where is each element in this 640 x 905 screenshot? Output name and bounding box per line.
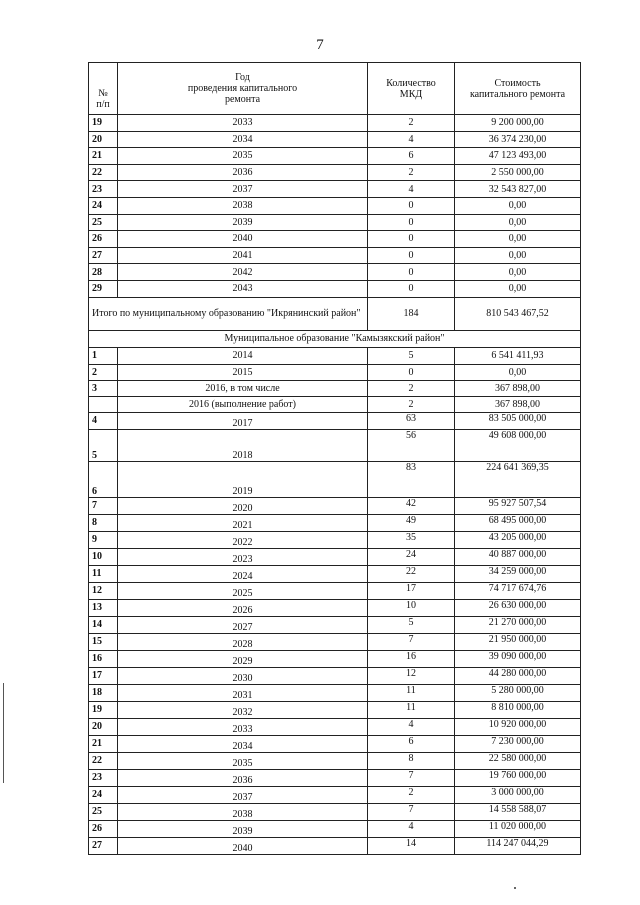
row-number: 19 [89,701,118,718]
table-row [89,396,581,412]
row-count: 63 [368,412,455,429]
table-row [89,181,581,198]
table-row [89,650,581,667]
row-year: 2031 [118,684,368,701]
header-count-text: Количество МКД [386,77,436,100]
row-year: 2016, в том числе [118,380,368,396]
table-row [89,684,581,701]
row-count: 0 [368,264,455,281]
row-year: 2029 [118,650,368,667]
table-row [89,837,581,854]
table-row [89,429,581,461]
table-row [89,599,581,616]
row-number: 24 [89,786,118,803]
row-count: 17 [368,582,455,599]
row-cost: 74 717 674,76 [455,582,581,599]
header-cost-text: Стоимость капитального ремонта [469,77,566,100]
row-year: 2040 [118,837,368,854]
table-row [89,347,581,364]
row-cost: 3 000 000,00 [455,786,581,803]
row-count: 11 [368,701,455,718]
header-year [118,63,368,115]
table-row [89,247,581,264]
row-year: 2036 [118,164,368,181]
row-number: 11 [89,565,118,582]
row-count: 2 [368,380,455,396]
header-cost [455,63,581,115]
table-row [89,531,581,548]
row-cost: 44 280 000,00 [455,667,581,684]
row-cost: 0,00 [455,231,581,248]
row-cost: 224 641 369,35 [455,461,581,497]
row-year: 2035 [118,752,368,769]
row-cost: 0,00 [455,280,581,297]
row-year: 2014 [118,347,368,364]
row-year: 2035 [118,148,368,165]
table-row [89,820,581,837]
row-number: 23 [89,181,118,198]
row-count: 0 [368,364,455,380]
row-cost: 68 495 000,00 [455,514,581,531]
row-count: 4 [368,131,455,148]
row-count: 11 [368,684,455,701]
row-count: 4 [368,181,455,198]
row-number: 25 [89,803,118,820]
row-year: 2036 [118,769,368,786]
row-cost: 10 920 000,00 [455,718,581,735]
row-count: 5 [368,347,455,364]
row-cost: 0,00 [455,214,581,231]
row-cost: 83 505 000,00 [455,412,581,429]
table-row [89,197,581,214]
header-num [89,63,118,115]
row-year: 2039 [118,820,368,837]
table-row [89,364,581,380]
row-cost: 39 090 000,00 [455,650,581,667]
row-count: 2 [368,115,455,132]
table-row [89,616,581,633]
row-year: 2033 [118,115,368,132]
row-number: 20 [89,131,118,148]
row-count: 0 [368,231,455,248]
row-number: 6 [89,461,118,497]
row-count: 8 [368,752,455,769]
table-row [89,131,581,148]
table-row [89,115,581,132]
row-count: 12 [368,667,455,684]
row-year: 2028 [118,633,368,650]
row-count: 4 [368,820,455,837]
row-number: 5 [89,429,118,461]
row-number: 9 [89,531,118,548]
row-number: 29 [89,280,118,297]
row-cost: 0,00 [455,197,581,214]
section-title: Муниципальное образование "Камызякский район" [89,330,581,347]
table-body [89,63,581,855]
row-count: 16 [368,650,455,667]
row-year: 2040 [118,231,368,248]
row-number: 2 [89,364,118,380]
row-year: 2033 [118,718,368,735]
header-year-text: Год проведения капитального ремонта [187,72,298,105]
row-cost: 0,00 [455,247,581,264]
row-number: 21 [89,148,118,165]
table-row [89,280,581,297]
table-row [89,231,581,248]
row-count: 14 [368,837,455,854]
row-year: 2038 [118,197,368,214]
row-cost: 40 887 000,00 [455,548,581,565]
table-row [89,752,581,769]
row-count: 0 [368,214,455,231]
table-row [89,582,581,599]
row-year: 2032 [118,701,368,718]
page-number: 7 [316,37,324,53]
header-count [368,63,455,115]
row-number: 28 [89,264,118,281]
row-cost: 21 270 000,00 [455,616,581,633]
row-number: 27 [89,247,118,264]
row-cost: 5 280 000,00 [455,684,581,701]
row-year: 2021 [118,514,368,531]
row-number: 26 [89,820,118,837]
row-cost: 49 608 000,00 [455,429,581,461]
row-number: 17 [89,667,118,684]
row-count: 7 [368,633,455,650]
row-year: 2018 [118,429,368,461]
row-number: 3 [89,380,118,396]
table-row [89,701,581,718]
row-cost: 95 927 507,54 [455,497,581,514]
row-cost: 19 760 000,00 [455,769,581,786]
row-cost: 21 950 000,00 [455,633,581,650]
table-row [89,803,581,820]
row-number: 20 [89,718,118,735]
row-cost: 114 247 044,29 [455,837,581,854]
row-cost: 9 200 000,00 [455,115,581,132]
row-year: 2041 [118,247,368,264]
row-count: 2 [368,786,455,803]
row-count: 4 [368,718,455,735]
row-year: 2038 [118,803,368,820]
table-row [89,148,581,165]
row-count: 7 [368,769,455,786]
row-year: 2037 [118,786,368,803]
table-row [89,735,581,752]
row-year: 2034 [118,735,368,752]
row-number: 4 [89,412,118,429]
row-cost: 7 230 000,00 [455,735,581,752]
row-number: 1 [89,347,118,364]
table-row [89,412,581,429]
table-row [89,633,581,650]
row-count: 56 [368,429,455,461]
table-row [89,214,581,231]
table-row [89,264,581,281]
row-year: 2025 [118,582,368,599]
table-row [89,548,581,565]
table-row [89,380,581,396]
row-count: 83 [368,461,455,497]
row-count: 22 [368,565,455,582]
row-year: 2017 [118,412,368,429]
row-number: 19 [89,115,118,132]
row-year: 2020 [118,497,368,514]
row-number: 14 [89,616,118,633]
table-row [89,769,581,786]
row-number: 22 [89,752,118,769]
table-row [89,786,581,803]
header-row [89,63,581,115]
row-number: 23 [89,769,118,786]
row-cost: 32 543 827,00 [455,181,581,198]
row-cost: 2 550 000,00 [455,164,581,181]
row-count: 49 [368,514,455,531]
row-year: 2016 (выполнение работ) [118,396,368,412]
table-row [89,565,581,582]
row-cost: 6 541 411,93 [455,347,581,364]
row-year: 2019 [118,461,368,497]
row-count: 35 [368,531,455,548]
row-count: 0 [368,247,455,264]
row-count: 0 [368,280,455,297]
row-year: 2043 [118,280,368,297]
row-number: 27 [89,837,118,854]
row-cost: 367 898,00 [455,396,581,412]
row-cost: 36 374 230,00 [455,131,581,148]
row-count: 10 [368,599,455,616]
table-row [89,718,581,735]
repair-schedule-table [88,62,581,855]
row-count: 7 [368,803,455,820]
row-count: 6 [368,148,455,165]
row-year: 2027 [118,616,368,633]
row-count: 5 [368,616,455,633]
row-cost: 34 259 000,00 [455,565,581,582]
row-year: 2037 [118,181,368,198]
row-number: 26 [89,231,118,248]
row-number: 24 [89,197,118,214]
row-year: 2042 [118,264,368,281]
total-label: Итого по муниципальному образованию "Икрянинский район" [89,297,368,330]
row-number: 21 [89,735,118,752]
table-row [89,667,581,684]
row-year: 2024 [118,565,368,582]
table-row [89,497,581,514]
row-number: 18 [89,684,118,701]
row-year: 2022 [118,531,368,548]
row-cost: 0,00 [455,264,581,281]
row-count: 42 [368,497,455,514]
row-count: 6 [368,735,455,752]
row-cost: 43 205 000,00 [455,531,581,548]
row-number [89,396,118,412]
row-year: 2015 [118,364,368,380]
row-year: 2039 [118,214,368,231]
table-row [89,514,581,531]
row-count: 2 [368,164,455,181]
row-cost: 26 630 000,00 [455,599,581,616]
row-year: 2026 [118,599,368,616]
row-cost: 14 558 588,07 [455,803,581,820]
total-cost: 810 543 467,52 [455,297,581,330]
header-num-text: № п/п [96,87,110,110]
row-count: 2 [368,396,455,412]
total-row [89,297,581,330]
row-cost: 8 810 000,00 [455,701,581,718]
row-cost: 0,00 [455,364,581,380]
row-count: 24 [368,548,455,565]
row-number: 12 [89,582,118,599]
row-number: 10 [89,548,118,565]
scan-dot [514,887,516,889]
row-number: 16 [89,650,118,667]
row-year: 2030 [118,667,368,684]
scan-edge-mark [3,683,4,783]
total-count: 184 [368,297,455,330]
row-number: 13 [89,599,118,616]
row-number: 22 [89,164,118,181]
table-row [89,164,581,181]
row-number: 8 [89,514,118,531]
row-number: 25 [89,214,118,231]
row-cost: 367 898,00 [455,380,581,396]
row-count: 0 [368,197,455,214]
row-year: 2034 [118,131,368,148]
row-cost: 47 123 493,00 [455,148,581,165]
row-number: 15 [89,633,118,650]
row-year: 2023 [118,548,368,565]
section-title-row [89,330,581,347]
row-cost: 22 580 000,00 [455,752,581,769]
row-cost: 11 020 000,00 [455,820,581,837]
table-row [89,461,581,497]
row-number: 7 [89,497,118,514]
